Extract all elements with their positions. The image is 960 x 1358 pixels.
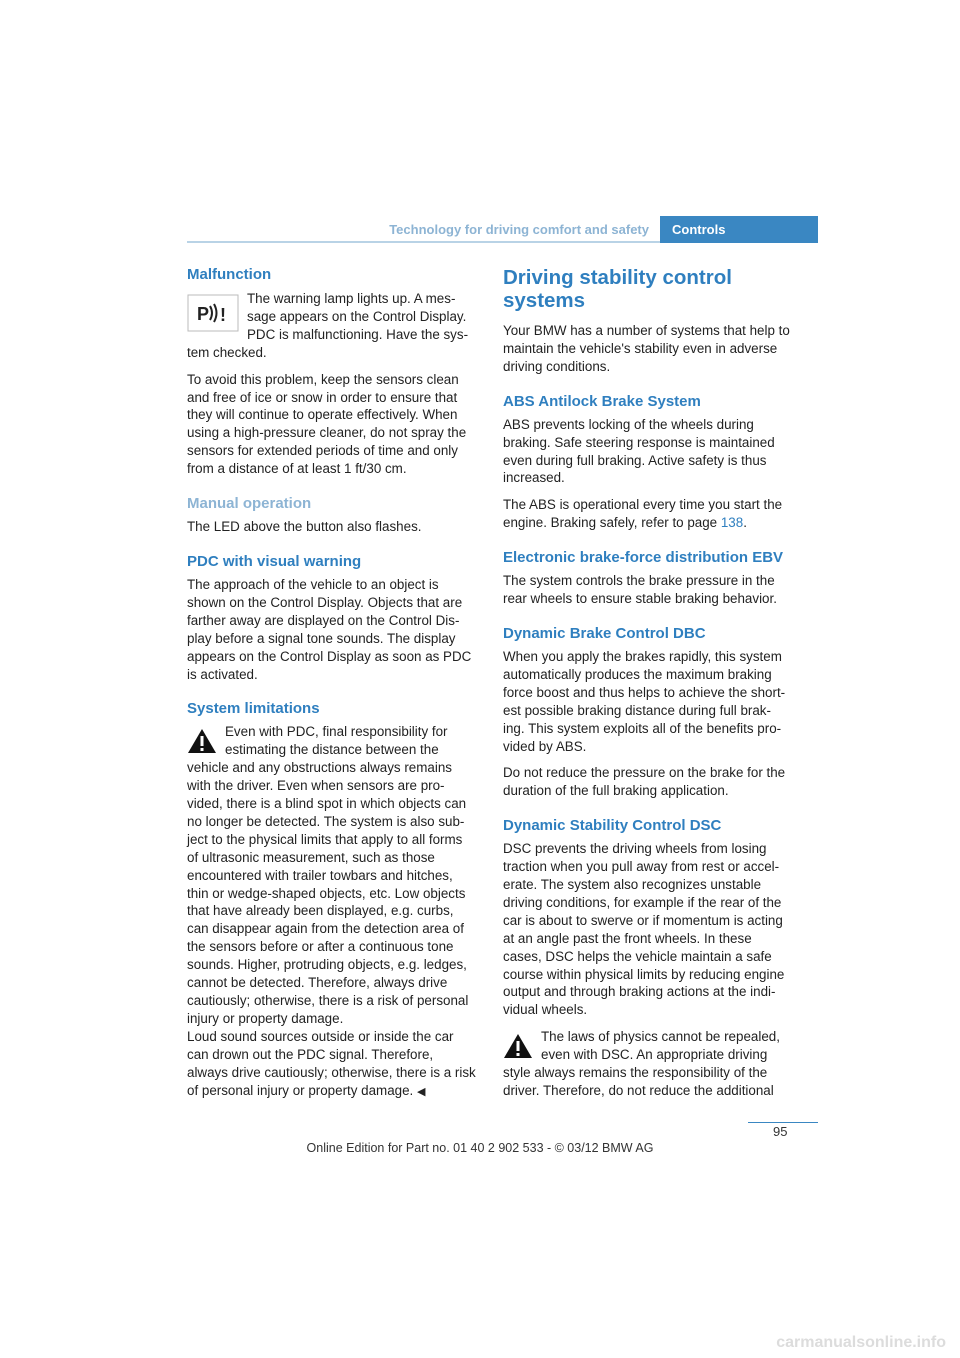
system-limitations-sound-text [187,1028,477,1102]
system-limitations-text: Even with PDC, final responsibility for estimating the distance between the vehicle and any obstructions always remains with the driver. Even when sensors are pro- vided, there is a blind spot in which objects can no longer be detected. The system is also sub- ject to the physical limits that apply to all forms of ultrasonic measurement, such as those encountered with trailer towbars and hitches, thin or wedge-shaped objects, etc. Low objects that have already been displayed, e.g. curbs, can disappear again from the detection area of the sensors before or after a continuous tone sounds. Higher, protruding objects, e.g. ledges, cannot be detected. Therefore, always drive cautiously; otherwise, there is a risk of personal injury or property damage. [187,724,469,1026]
right-column [503,266,793,1109]
left-column [187,266,477,1110]
dsc-text: DSC prevents the driving wheels from losing traction when you pull away from rest or accel- erate. The system also recognizes unstable driving conditions, for example if the rear of the car is about to swerve or if momentum is acting at an angle past the front wheels. In these cases, DSC helps the vehicle maintain a safe course within physical limits by reducing engine output and through braking actions at the indi- vidual wheels. [503,841,785,1018]
dbc-pressure-text: Do not reduce the pressure on the brake for the duration of the full braking application. [503,765,786,799]
dsc-warning [503,1028,793,1100]
pdc-warning-lamp-icon [187,294,239,332]
page-number: 95 [773,1124,788,1139]
ebv-text: The system controls the brake pressure in the rear wheels to ensure stable braking behavior. [503,573,777,607]
end-of-warning-marker: ◀ [417,1085,426,1098]
header-section-title: Technology for driving comfort and safety [389,222,649,237]
malfunction-heading: Malfunction [187,266,272,283]
abs-heading: ABS Antilock Brake System [503,392,701,410]
warning-triangle-icon [503,1033,533,1059]
ebv-heading: Electronic brake-force distribution EBV [503,549,784,567]
watermark: carmanualsonline.info [776,1334,946,1351]
sound-warning-text: Loud sound sources outside or inside the car can drown out the PDC signal. Therefore, always drive cautiously; otherwise, there is a risk of personal injury or property damage. [187,1028,476,1098]
malfunction-text: The warning lamp lights up. A mes- sage appears on the Control Display. PDC is malfunctioning. Have the sys- tem checked. [187,291,469,360]
abs-operational-suffix: . [743,515,747,531]
malfunction-care-text: To avoid this problem, keep the sensors clean and free of ice or snow in order to ensure that they will continue to operate effectively. When using a high-pressure cleaner, do not spray the sensors for extended periods of time and only from a distance of at least 1 ft/30 cm. [187,371,467,477]
dbc-text: When you apply the brakes rapidly, this system automatically produces the maximum braking force boost and thus helps to achieve the short- est possible braking distance during full brak- ing. This system exploits all of the benefits pro- vided by ABS. [503,648,786,754]
dsc-warning-text: The laws of physics cannot be repealed, even with DSC. An appropriate driving style always remains the responsibility of the driver. Therefore, do not reduce the additional [503,1029,780,1098]
manual-operation-text: The LED above the button also flashes. [187,519,422,535]
driving-stability-title: Driving stability control systems [503,266,732,312]
pdc-visual-heading: PDC with visual warning [187,552,362,570]
manual-operation-heading: Manual operation [187,495,312,513]
svg-text:P: P [197,304,210,324]
online-edition-note: Online Edition for Part no. 01 40 2 902 533 - © 03/12 BMW AG [306,1141,654,1155]
warning-triangle-icon [187,728,217,754]
footer-rule [748,1122,818,1123]
header-tab-controls[interactable]: Controls [660,216,818,243]
dsc-heading: Dynamic Stability Control DSC [503,817,722,835]
abs-operational-prefix: The ABS is operational every time you start the engine. Braking safely, refer to page [503,497,783,531]
page-138-link[interactable]: 138 [720,515,744,531]
pdc-visual-text: The approach of the vehicle to an object is shown on the Control Display. Objects that are farther away are displayed on the Control Dis- play before a signal tone sounds. The display appears on the Control Display as soon as PDC is activated. [187,576,472,682]
system-limitations-heading: System limitations [187,700,320,718]
system-limitations-warning [187,723,477,1027]
driving-stability-intro: Your BMW has a number of systems that help to maintain the vehicle's stability even in adverse driving conditions. [503,323,790,374]
abs-operational-text [503,496,793,532]
svg-text:!: ! [220,305,226,325]
malfunction-paragraph [187,290,477,362]
dbc-heading: Dynamic Brake Control DBC [503,624,706,642]
abs-text: ABS prevents locking of the wheels during braking. Safe steering response is maintained even during full braking. Active safety is thus increased. [503,416,775,486]
